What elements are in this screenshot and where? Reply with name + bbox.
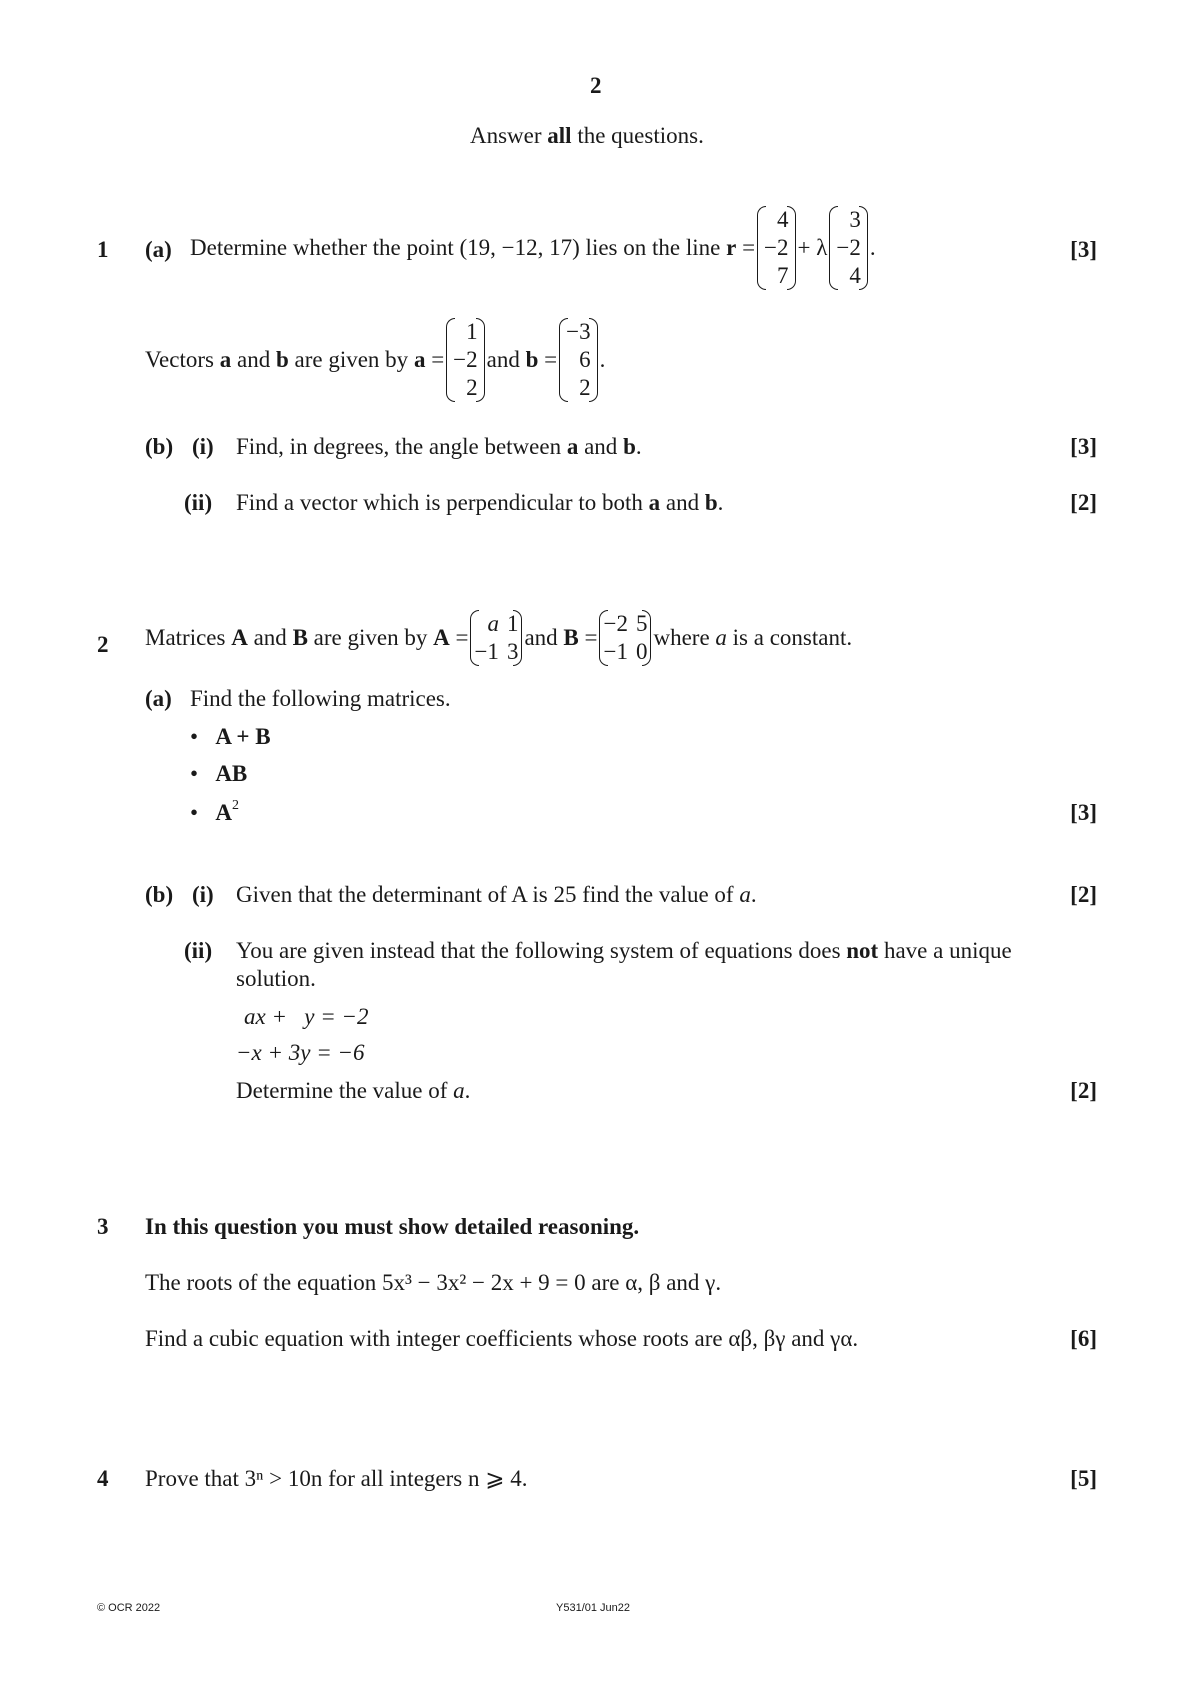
equation-2: −x + 3y = −6 [236, 1040, 365, 1065]
q1bi-label: (i) [192, 434, 214, 459]
matrix-entry: −1 [603, 639, 628, 664]
matrix-entry: −1 [474, 639, 499, 664]
q2bi-label: (i) [192, 882, 214, 907]
q1bii-marks: [2] [1070, 490, 1097, 515]
matrix-entry: 5 [635, 611, 648, 636]
q1bii-label: (ii) [184, 490, 213, 515]
question-3-number: 3 [97, 1214, 109, 1239]
q1bi-marks: [3] [1070, 434, 1097, 459]
q2a-marks: [3] [1070, 800, 1097, 825]
q2bi-marks: [2] [1070, 882, 1097, 907]
equation-1: ax + y = −2 [244, 1004, 369, 1029]
q2b-label: (b) [145, 882, 174, 907]
matrix-entry: −2 [764, 235, 789, 260]
q1b-label: (b) [145, 434, 174, 459]
q3-roots-text: The roots of the equation 5x³ − 3x² − 2x + 9 = 0 are α, β and γ. [145, 1270, 722, 1295]
matrix-entry: 1 [506, 611, 519, 636]
q1bi-text: Find, in degrees, the angle between a and b. [236, 434, 642, 459]
matrix-entry: −2 [453, 347, 478, 372]
line-direction-vector [829, 206, 867, 290]
line-point-vector [757, 206, 795, 290]
matrix-entry: 6 [579, 347, 591, 372]
footer-paper-code: Y531/01 Jun22 [556, 1602, 631, 1614]
matrix-entry: 1 [466, 319, 478, 344]
q4-marks: [5] [1070, 1466, 1097, 1491]
instruction: Answer all the questions. [470, 123, 704, 148]
matrix-entry: 3 [849, 207, 861, 232]
question-1-number: 1 [97, 237, 109, 262]
matrix-entry: 4 [849, 263, 861, 288]
q1a-marks: [3] [1070, 237, 1097, 262]
matrix-B [599, 610, 651, 666]
page-number: 2 [590, 73, 602, 98]
q3-bold-line: In this question you must show detailed reasoning. [145, 1214, 640, 1239]
q2-intro: Matrices A and B are given by A = a −1 1 3 and B = −2 −1 5 0 where a is a constant. [145, 611, 853, 664]
q2bii-text-line2: solution. [236, 966, 316, 991]
q2bii-final: Determine the value of a. [236, 1078, 471, 1103]
q2bii-text: You are given instead that the following system of equations does not have a unique [236, 938, 1012, 963]
q2bii-label: (ii) [184, 938, 213, 963]
matrix-entry: 4 [777, 207, 789, 232]
matrix-entry: −2 [836, 235, 861, 260]
footer-copyright: © OCR 2022 [97, 1602, 161, 1614]
bullet-item: • A + B [190, 724, 271, 749]
q2bii-marks: [2] [1070, 1078, 1097, 1103]
bullet-item: • $A^2$ [190, 798, 239, 825]
q2bi-text: Given that the determinant of A is 25 find the value of a. [236, 882, 757, 907]
matrix-entry: 7 [777, 263, 789, 288]
matrix-entry: 3 [506, 639, 519, 664]
matrix-entry: 2 [579, 375, 591, 400]
q1a-label: (a) [145, 237, 172, 262]
q3-marks: [6] [1070, 1326, 1097, 1351]
bullet-item: • AB [190, 761, 248, 786]
matrix-entry: 0 [635, 639, 648, 664]
q4-text: Prove that 3ⁿ > 10n for all integers n ⩾ 4. [145, 1466, 528, 1491]
matrix-entry: a [487, 611, 499, 636]
vector-a [446, 318, 484, 402]
q2a-text: Find the following matrices. [190, 686, 451, 711]
matrix-entry: −2 [603, 611, 628, 636]
q1a-text: Determine whether the point (19, −12, 17) lies on the line r = 4 −2 7 + λ 3 −2 4 . [190, 207, 876, 288]
q2a-label: (a) [145, 686, 172, 711]
q3-find-text: Find a cubic equation with integer coefficients whose roots are αβ, βγ and γα. [145, 1326, 859, 1351]
question-2-number: 2 [97, 632, 109, 657]
matrix-A [470, 610, 522, 666]
vector-b [559, 318, 597, 402]
q1bii-text: Find a vector which is perpendicular to both a and b. [236, 490, 724, 515]
vectors-given: Vectors a and b are given by a = 1 −2 2 and b = −3 6 2 . [145, 319, 606, 400]
matrix-entry: −3 [566, 319, 591, 344]
matrix-entry: 2 [466, 375, 478, 400]
question-4-number: 4 [97, 1466, 109, 1491]
